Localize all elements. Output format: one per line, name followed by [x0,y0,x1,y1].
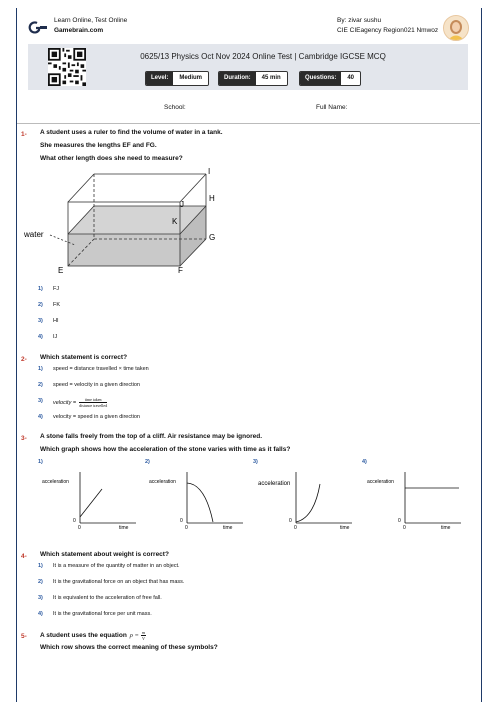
q2-option-fraction[interactable] [53,397,107,408]
label-G: G [209,233,216,242]
q1-option-number: 3) [38,318,43,324]
test-info-band [28,44,468,90]
q4-option-text[interactable]: It is a measure of the quantity of matter in an object. [53,563,180,569]
level-label: Level: [146,72,173,85]
graph-origin-x: 0 [78,525,81,531]
q2-number: 2- [21,356,27,363]
graph-xlabel: time [340,525,350,531]
graph-origin: 0 [289,518,292,524]
q4-option-text[interactable]: It is the gravitational force per unit mass. [53,611,152,617]
graph-line [296,484,320,522]
label-K: K [172,217,178,226]
q2-option-number: 1) [38,366,43,372]
test-title: 0625/13 Physics Oct Nov 2024 Online Test | Cambridge IGCSE MCQ [140,52,386,61]
q1-option-number: 1) [38,286,43,292]
fraction-lhs: velocity = [53,399,77,406]
q2-line: Which statement is correct? [40,354,128,361]
q1-option-number: 2) [38,302,43,308]
q3-line: Which graph shows how the acceleration of the stone varies with time as it falls? [40,446,291,453]
q1-option-text[interactable]: HI [53,318,59,324]
q2-option-number: 4) [38,414,43,420]
q2-option-number: 3) [38,398,43,404]
label-I: I [208,167,211,176]
q5-eq-numerator: m [141,630,145,635]
questions-pill [299,71,361,86]
q5-equation-lhs: ρ = [129,632,139,639]
graph-line [187,483,213,522]
q2-option-text[interactable]: velocity = speed in a given direction [53,414,140,420]
school-label: School: [164,104,186,111]
q1-number: 1- [21,131,27,138]
graph-line [80,489,102,517]
graph-xlabel: time [223,525,233,531]
graph-origin: 0 [398,518,401,524]
q2-option-number: 2) [38,382,43,388]
author-name: By: zivar sushu [337,17,382,24]
fraction-numerator: time taken [84,397,102,402]
graph-origin-x: 0 [185,525,188,531]
q5-equation-fraction [141,630,146,641]
duration-value: 45 min [256,72,287,85]
q3-graph-1[interactable] [36,466,140,532]
q1-option-text[interactable]: FK [53,302,61,308]
q2-option-text[interactable]: speed = velocity in a given direction [53,382,140,388]
q1-option-number: 4) [38,334,43,340]
label-J: J [180,200,184,209]
duration-pill [218,71,288,86]
q3-option-number: 1) [38,459,43,465]
label-F: F [178,266,183,275]
q4-option-text[interactable]: It is the gravitational force on an object that has mass. [53,579,185,585]
level-value: Medium [173,72,208,85]
q3-graph-4[interactable] [361,466,465,532]
questions-label: Questions: [300,72,341,85]
graph-ylabel: acceleration [42,479,69,485]
brand-site: Gamebrain.com [54,27,104,34]
q3-option-number: 2) [145,459,150,465]
q2-option-text[interactable]: speed = distance travelled × time taken [53,366,149,372]
q3-graph-3[interactable] [252,466,356,532]
fraction-denominator: distance travelled [79,403,108,408]
gamebrain-logo-icon [28,21,48,35]
q3-line: A stone falls freely from the top of a cliff. Air resistance may be ignored. [40,433,263,440]
graph-ylabel: acceleration [367,479,394,485]
graph-origin-x: 0 [403,525,406,531]
q5-line: Which row shows the correct meaning of these symbols? [40,644,218,651]
author-org: CIE CIEagency Region021 Nmwoz [337,27,439,34]
level-pill [145,71,209,86]
q5-line-prefix: A student uses the equation [40,632,127,639]
graph-xlabel: time [441,525,451,531]
q4-option-number: 1) [38,563,43,569]
q4-number: 4- [21,553,27,560]
graph-ylabel: acceleration [149,479,176,485]
q3-number: 3- [21,435,27,442]
q4-option-text[interactable]: It is equivalent to the acceleration of free fall. [53,595,162,601]
q3-option-number: 3) [253,459,258,465]
q5-number: 5- [21,633,27,640]
avatar-portrait-icon [444,16,468,40]
brand-tagline: Learn Online, Test Online [54,17,128,24]
q4-line: Which statement about weight is correct? [40,551,169,558]
q4-option-number: 2) [38,579,43,585]
q5-eq-denominator: V [141,636,145,641]
graph-xlabel: time [119,525,129,531]
q1-line: She measures the lengths EF and FG. [40,142,157,149]
q1-line: A student uses a ruler to find the volume of water in a tank. [40,129,223,136]
q3-graph-2[interactable] [143,466,247,532]
q1-option-text[interactable]: IJ [53,334,58,340]
questions-value: 40 [341,72,360,85]
q3-option-number: 4) [362,459,367,465]
label-E: E [58,266,64,275]
avatar [443,15,469,41]
graph-origin-x: 0 [294,525,297,531]
fraction [79,397,107,408]
fullname-label: Full Name: [316,104,348,111]
label-H: H [209,194,215,203]
graph-origin: 0 [73,518,76,524]
duration-label: Duration: [219,72,256,85]
label-water: water [24,230,44,239]
q5-line [40,630,146,641]
graph-ylabel: acceleration [258,481,291,487]
tank-diagram [20,163,230,279]
q1-line: What other length does she need to measure? [40,155,183,162]
divider [17,123,480,124]
q4-option-number: 4) [38,611,43,617]
q1-option-text[interactable]: FJ [53,286,60,292]
graph-origin: 0 [180,518,183,524]
q4-option-number: 3) [38,595,43,601]
